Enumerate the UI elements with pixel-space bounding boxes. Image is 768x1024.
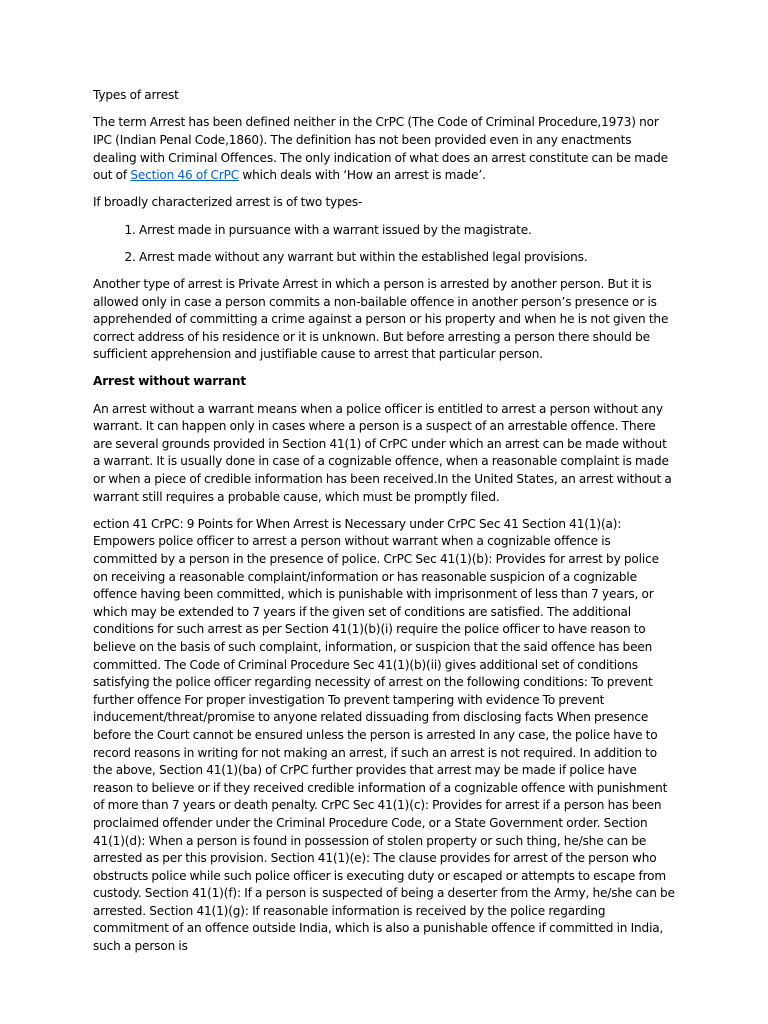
list-item-warrant-arrest: 1. Arrest made in pursuance with a warrant issued by the magistrate.	[139, 222, 675, 240]
document-page	[93, 87, 675, 965]
heading-arrest-without-warrant: Arrest without warrant	[93, 374, 247, 389]
intro-text-before-link: The term Arrest has been defined neither in the CrPC (The Code of Criminal Procedure,1973) nor IPC (Indian Penal Code,1860). The definition has not been provided even in any enactments dealing with Criminal Offences. The only indication of what does an arrest constitute can be made out of	[93, 115, 668, 183]
arrest-types-list	[93, 222, 675, 267]
list-item-warrantless-arrest: 2. Arrest made without any warrant but within the established legal provisions.	[139, 249, 675, 267]
types-intro-paragraph: If broadly characterized arrest is of two types-	[93, 195, 363, 210]
document-title: Types of arrest	[93, 88, 179, 102]
section-46-link[interactable]: Section 46 of CrPC	[130, 168, 240, 183]
intro-paragraph	[93, 114, 675, 184]
intro-text-after-link: which deals with ‘How an arrest is made’.	[239, 168, 486, 183]
without-warrant-paragraph: An arrest without a warrant means when a police officer is entitled to arrest a person without any warrant. It can happen only in cases where a person is a suspect of an arrestable offence. There are several grounds provided in Section 41(1) of CrPC under which an arrest can be made without a warrant. It is usually done in case of a cognizable offence, when a reasonable complaint is made or when a piece of credible information has been received.In the United States, an arrest without a warrant still requires a probable cause, which must be promptly filed.	[93, 401, 672, 504]
private-arrest-paragraph: Another type of arrest is Private Arrest in which a person is arrested by another person. But it is allowed only in case a person commits a non-bailable offence in another person’s presence or is apprehended of committing a crime against a person or his property and when he is not given the correct address of his residence or it is unknown. But before arresting a person there should be sufficient apprehension and justifiable cause to arrest that particular person.	[93, 276, 669, 362]
section-41-paragraph: ection 41 CrPC: 9 Points for When Arrest is Necessary under CrPC Sec 41 Section 41(1)(a): Empowers police officer to arrest a person without warrant when a cognizable offence is committed by a person in the presence of police. CrPC Sec 41(1)(b): Provides for arrest by police on receiving a reasonable complaint/information or has reasonable suspicion of a cognizable offence having been committed, which is punishable with imprisonment of less than 7 years, or which may be extended to 7 years if the given set of conditions are satisfied. The additional conditions for such arrest as per Section 41(1)(b)(i) require the police officer to have reason to believe on the basis of such complaint, information, or suspicion that the said offence has been committed. The Code of Criminal Procedure Sec 41(1)(b)(ii) gives additional set of conditions satisfying the police officer regarding necessity of arrest on the following conditions: To prevent further offence For proper investigation To prevent tampering with evidence To prevent inducement/threat/promise to anyone related dissuading from disclosing facts When presence before the Court cannot be ensured unless the person is arrested In any case, the police have to record reasons in writing for not making an arrest, if such an arrest is not required. In addition to the above, Section 41(1)(ba) of CrPC further provides that arrest may be made if police have reason to believe or if they received credible information of a cognizable offence with punishment of more than 7 years or death penalty. CrPC Sec 41(1)(c): Provides for arrest if a person has been proclaimed offender under the Criminal Procedure Code, or a State Government order. Section 41(1)(d): When a person is found in possession of stolen property or such thing, he/she can be arrested as per this provision. Section 41(1)(e): The clause provides for arrest of the person who obstructs police while such police officer is executing duty or escaped or attempts to escape from custody. Section 41(1)(f): If a person is suspected of being a deserter from the Army, he/she can be arrested. Section 41(1)(g): If reasonable information is received by the police regarding commitment of an offence outside India, which is also a punishable offence if committed in India, such a person is	[93, 516, 675, 954]
